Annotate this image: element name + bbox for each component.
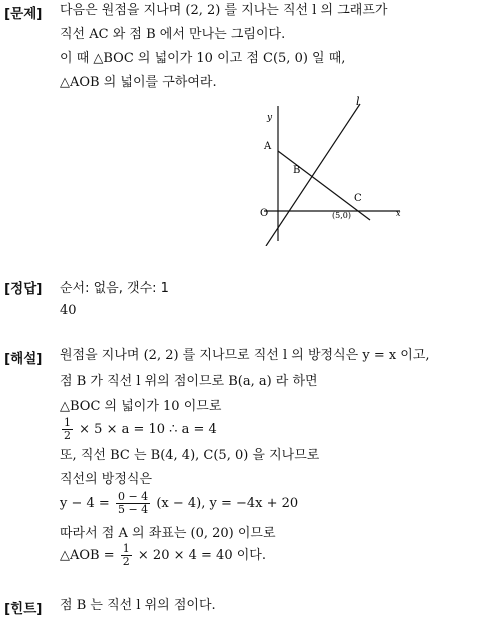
- solution-line-4: $\frac{1}{2}$ × 5 × a = 10 ∴ a = 4: [64, 416, 217, 442]
- problem-line-3: 이 때 △BOC 의 넓이가 10 이고 점 C(5, 0) 일 때,: [60, 51, 346, 66]
- fraction-half: $\frac{1}{2}$: [64, 416, 71, 442]
- answer-tag: [정답]: [4, 281, 43, 297]
- problem-line-4: △AOB 의 넓이를 구하여라.: [60, 75, 217, 90]
- solution-line-7: y − 4 = $\frac{0 - 4}{5 - 4}$ (x − 4), y = −4x + 20: [60, 490, 299, 516]
- solution-line-8: 따라서 점 A 의 좌표는 (0, 20) 이므로: [60, 526, 276, 541]
- solution-tag: [해설]: [4, 351, 43, 367]
- solution-line-5: 또, 직선 BC 는 B(4, 4), C(5, 0) 을 지나므로: [60, 448, 320, 463]
- point-b-label: B: [293, 165, 301, 176]
- coordinate-figure: [250, 96, 410, 246]
- solution-line-3: △BOC 의 넓이가 10 이므로: [60, 399, 222, 414]
- problem-line-2: 직선 AC 와 점 B 에서 만나는 그림이다.: [60, 27, 286, 42]
- point-c-coord: (5,0): [332, 211, 351, 220]
- hint-text: 점 B 는 직선 l 위의 점이다.: [60, 598, 216, 613]
- y-axis-label: y: [267, 113, 273, 123]
- line-ac: [278, 151, 370, 220]
- hint-tag: [힌트]: [4, 601, 43, 617]
- line-l: [266, 104, 360, 246]
- fraction-slope: $\frac{0 - 4}{5 - 4}$: [117, 490, 149, 516]
- x-axis-label: x: [396, 209, 401, 218]
- line-l-label: l: [356, 96, 360, 108]
- solution-line-1: 원점을 지나며 (2, 2) 를 지나므로 직선 l 의 방정식은 y = x 이고,: [60, 348, 430, 363]
- solution-line-9: △AOB = $\frac{1}{2}$ × 20 × 4 = 40 이다.: [60, 542, 266, 568]
- origin-label: O: [260, 208, 269, 219]
- fraction-half-2: $\frac{1}{2}$: [122, 542, 130, 568]
- problem-line-1: 다음은 원점을 지나며 (2, 2) 를 지나는 직선 l 의 그래프가: [60, 3, 388, 18]
- point-a-label: A: [264, 141, 272, 152]
- answer-meta: 순서: 없음, 갯수: 1: [60, 281, 169, 296]
- solution-line-2: 점 B 가 직선 l 위의 점이므로 B(a, a) 라 하면: [60, 374, 318, 389]
- answer-value: 40: [60, 303, 77, 318]
- point-c-label: C: [354, 193, 362, 204]
- solution-line-6: 직선의 방정식은: [60, 472, 153, 487]
- problem-tag: [문제]: [4, 6, 43, 22]
